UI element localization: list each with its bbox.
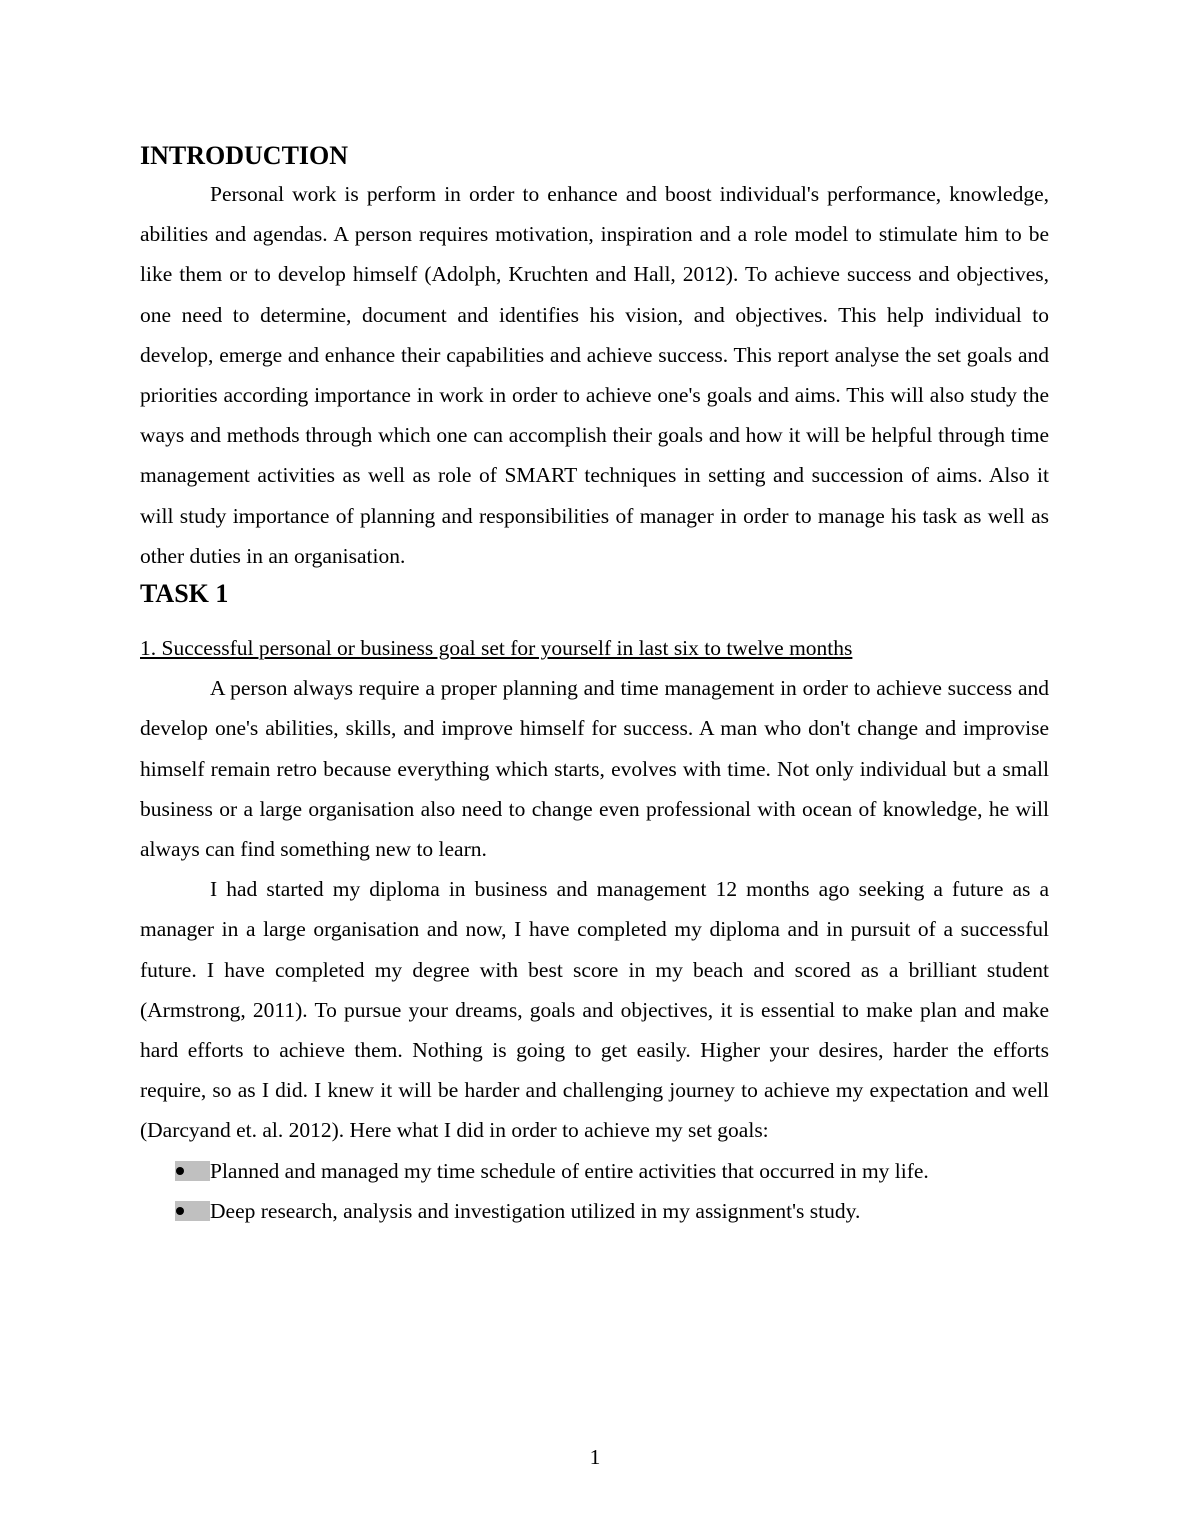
page-content: [140, 138, 1049, 1231]
introduction-paragraph: Personal work is perform in order to enhance and boost individual's performance, knowledge, abilities and agendas. A person requires motivation, inspiration and a role model to stimulate him to be like them or to develop himself (Adolph, Kruchten and Hall, 2012). To achieve success and objectives, one need to determine, document and identifies his vision, and objectives. This help individual to develop, emerge and enhance their capabilities and achieve success. This report analyse the set goals and priorities according importance in work in order to achieve one's goals and aims. This will also study the ways and methods through which one can accomplish their goals and how it will be helpful through time management activities as well as role of SMART techniques in setting and succession of aims. Also it will study importance of planning and responsibilities of manager in order to manage his task as well as other duties in an organisation.: [140, 182, 1049, 568]
bullet-dot-icon: [176, 1167, 184, 1175]
task-1-paragraph-1: A person always require a proper planning and time management in order to achieve success and develop one's abilities, skills, and improve himself for success. A man who don't change and improvise himself remain retro because everything which starts, evolves with time. Not only individual but a small business or a large organisation also need to change even professional with ocean of knowledge, he will always can find something new to learn.: [140, 676, 1049, 862]
introduction-heading: INTRODUCTION: [140, 141, 349, 170]
task-1-heading: TASK 1: [140, 579, 229, 609]
page-number: 1: [589, 1445, 601, 1469]
bullet-text: Planned and managed my time schedule of entire activities that occurred in my life.: [210, 1158, 929, 1183]
goal-bullet-list: [140, 1151, 1049, 1231]
task-1-paragraph-2: I had started my diploma in business and management 12 months ago seeking a future as a manager in a large organisation and now, I have completed my diploma and in pursuit of a successful future. I have completed my degree with best score in my beach and scored as a brilliant student (Armstrong, 2011). To pursue your dreams, goals and objectives, it is essential to make plan and make hard efforts to achieve them. Nothing is going to get easily. Higher your desires, harder the efforts require, so as I did. I knew it will be harder and challenging journey to achieve my expectation and well (Darcyand et. al. 2012). Here what I did in order to achieve my set goals:: [140, 877, 1049, 1143]
bullet-text: Deep research, analysis and investigation utilized in my assignment's study.: [210, 1198, 861, 1223]
bullet-item: [140, 1191, 1049, 1231]
bullet-item: [140, 1151, 1049, 1191]
task-1-subheading: 1. Successful personal or business goal set for yourself in last six to twelve months: [140, 636, 853, 661]
bullet-highlight: [175, 1201, 210, 1221]
bullet-highlight: [175, 1161, 210, 1181]
bullet-dot-icon: [176, 1207, 184, 1215]
